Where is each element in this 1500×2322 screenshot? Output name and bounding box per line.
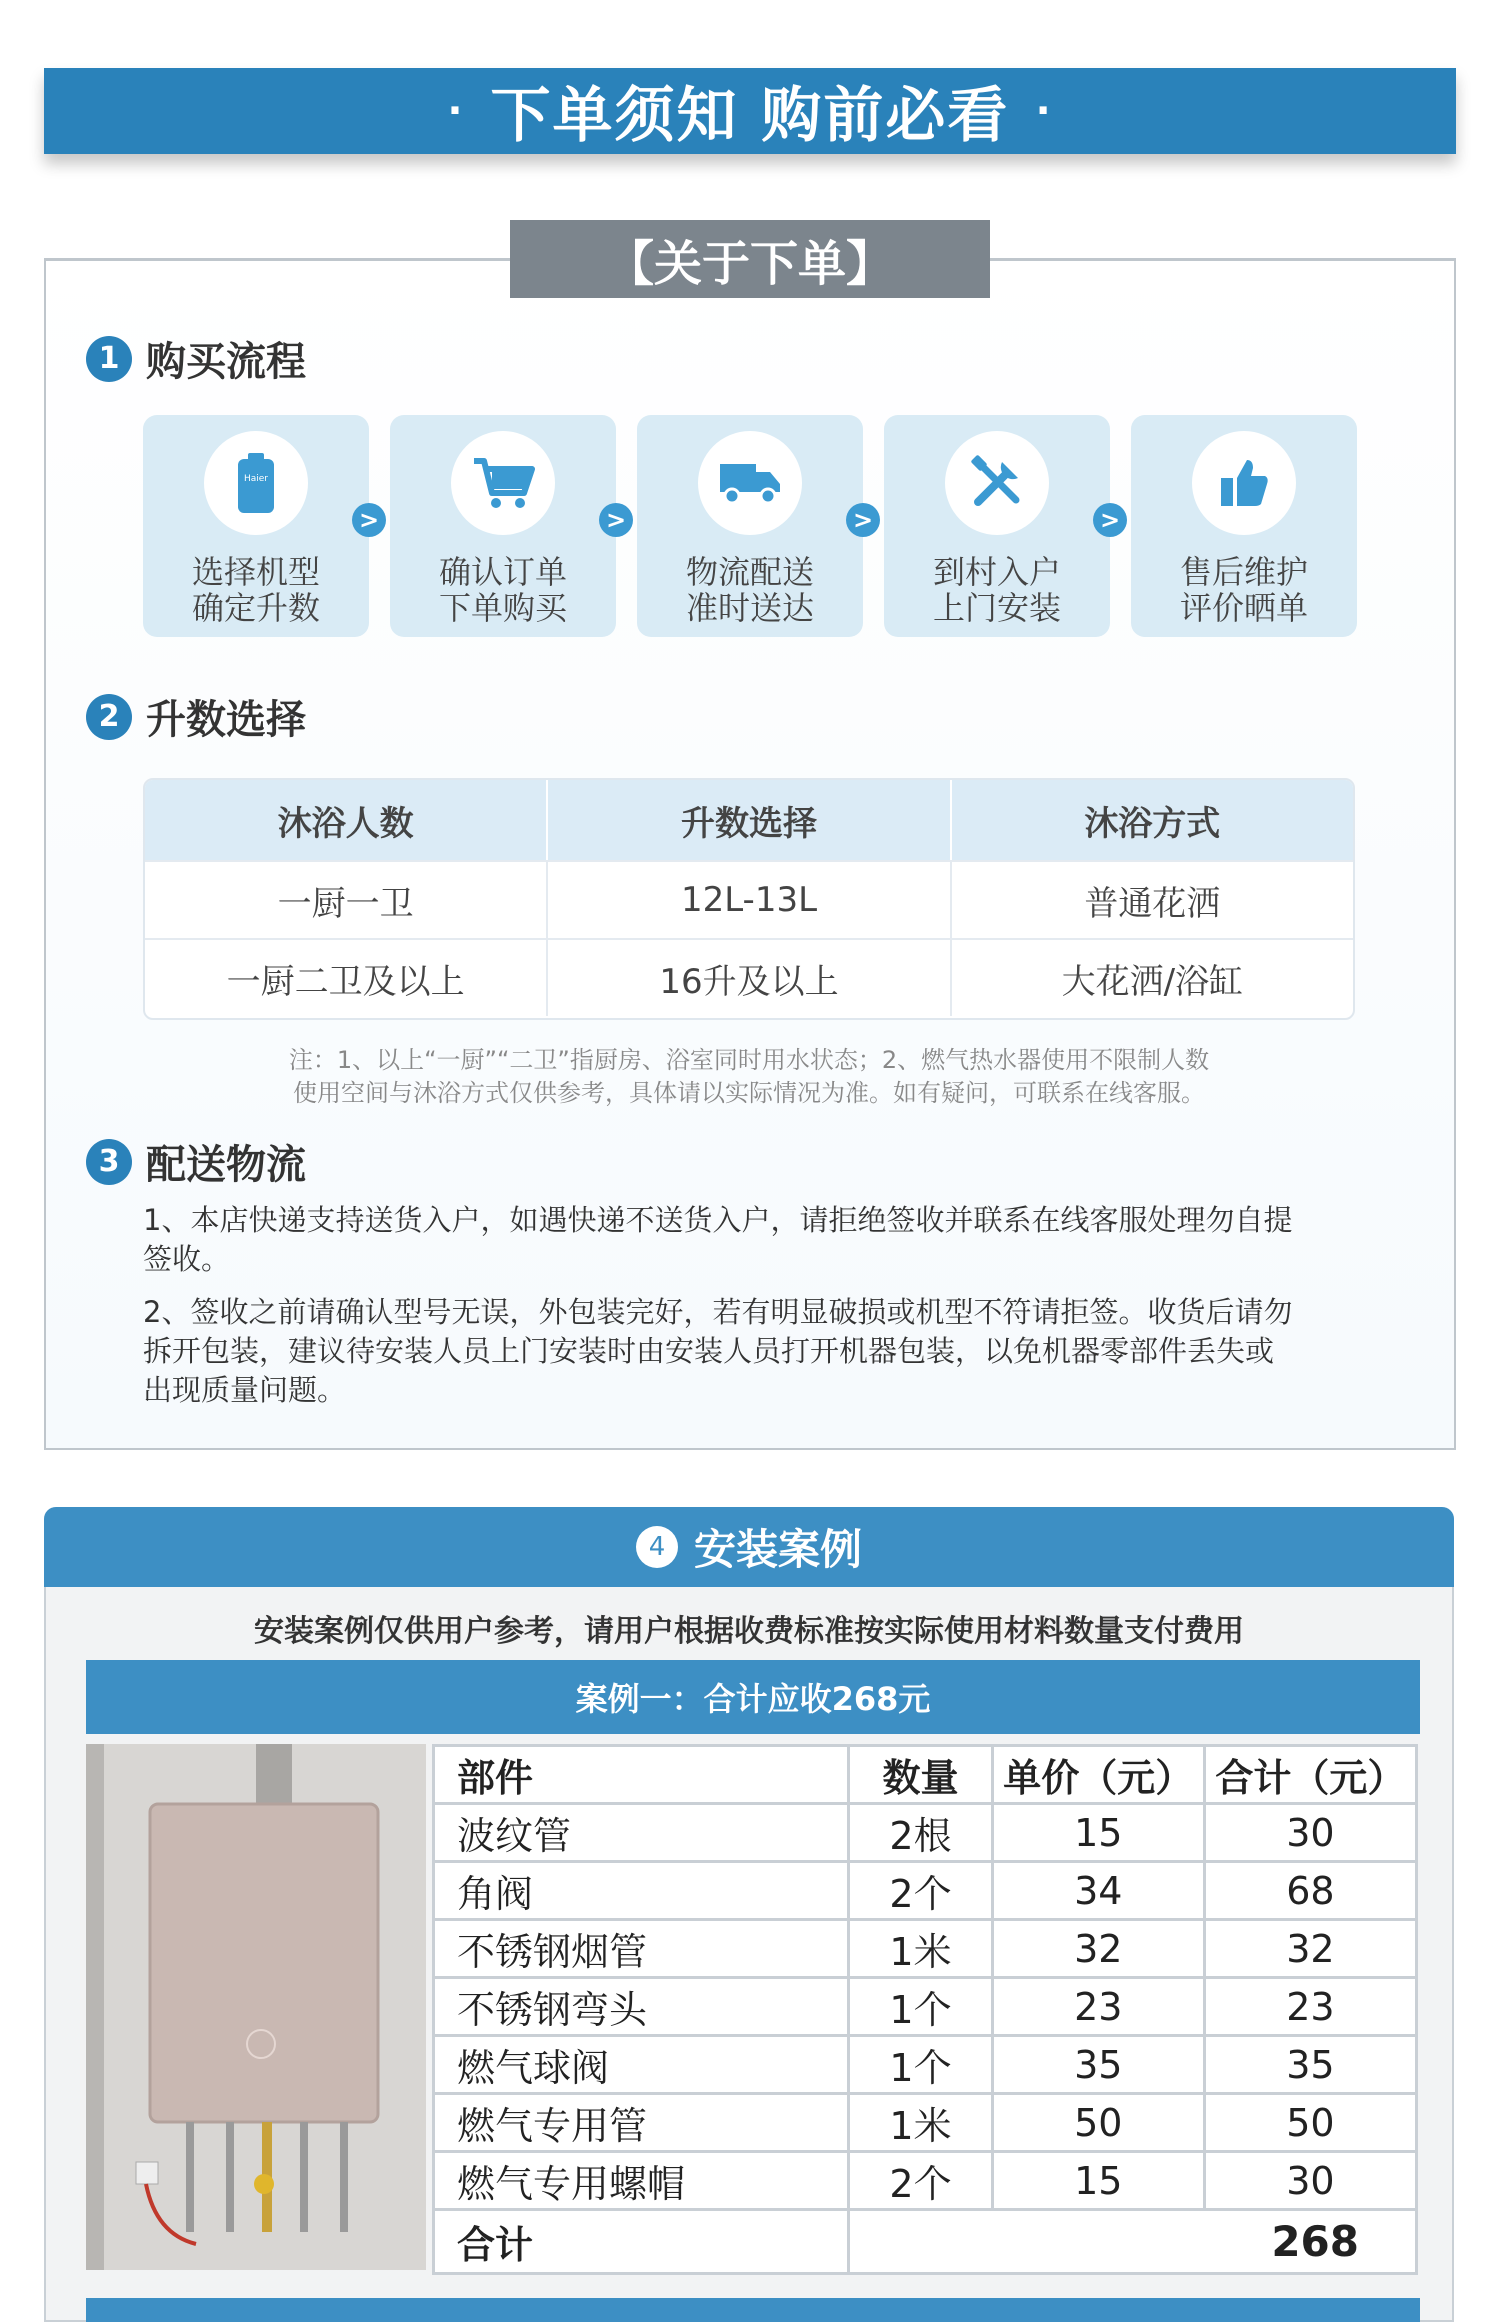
header-banner xyxy=(44,68,1456,154)
step-confirm-order xyxy=(390,415,616,637)
step-label-line1: 选择机型 xyxy=(191,553,320,591)
case-one-title: 案例一：合计应收268元 xyxy=(86,1660,1420,1734)
step-label-line1: 物流配送 xyxy=(685,553,814,591)
part-subtotal: 50 xyxy=(1204,2094,1416,2152)
part-subtotal: 32 xyxy=(1204,1920,1416,1978)
step-installation xyxy=(884,415,1110,637)
part-name: 燃气专用管 xyxy=(434,2094,849,2152)
part-qty: 1个 xyxy=(849,2036,992,2094)
step-after-sales xyxy=(1131,415,1357,637)
delivery-paragraph-1: 1、本店快递支持送货入户，如遇快递不送货入户，请拒绝签收并联系在线客服处理勿自提签收。 xyxy=(143,1203,1293,1276)
table-cell: 12L-13L xyxy=(546,862,949,938)
divider-right xyxy=(988,258,1454,261)
svg-text:Haier: Haier xyxy=(243,474,269,484)
note-line-1: 注：1、以上“一厨”“二卫”指厨房、浴室同时用水状态；2、燃气热水器使用不限制人数 xyxy=(288,1046,1210,1074)
part-qty: 2根 xyxy=(849,1804,992,1862)
note-line-2: 使用空间与沐浴方式仅供参考，具体请以实际情况为准。如有疑问，可联系在线客服。 xyxy=(293,1079,1205,1107)
shopping-cart-icon xyxy=(451,431,555,535)
step-label-line2: 上门安装 xyxy=(932,589,1061,627)
table-row xyxy=(434,2036,1417,2094)
section-purchase-flow-heading xyxy=(86,330,306,387)
install-case-description: 安装案例仅供用户参考，请用户根据收费标准按实际使用材料数量支付费用 xyxy=(254,1614,1244,1649)
delivery-paragraph-2: 2、签收之前请确认型号无误，外包装完好，若有明显破损或机型不符请拒签。收货后请勿拆开包装，建议待安装人员上门安装时由安装人员打开机器包装，以免机器零部件丢失或出现质量问题。 xyxy=(143,1295,1293,1407)
part-subtotal: 30 xyxy=(1204,2152,1416,2210)
step-label-line2: 评价晒单 xyxy=(1179,589,1308,627)
total-row xyxy=(434,2210,1417,2274)
table-row xyxy=(434,1862,1417,1920)
table-header-cell: 单价（元） xyxy=(992,1746,1204,1804)
total-label: 合计 xyxy=(434,2210,849,2274)
section-number-badge: 4 xyxy=(636,1526,678,1568)
banner-title: 下单须知 购前必看 xyxy=(490,81,1010,151)
banner-dot-right: · xyxy=(1035,88,1053,134)
part-unit-price: 15 xyxy=(992,1804,1204,1862)
section-title: 安装案例 xyxy=(693,1525,862,1574)
part-qty: 2个 xyxy=(849,1862,992,1920)
total-value: 268 xyxy=(849,2210,1417,2274)
table-row xyxy=(434,1804,1417,1862)
part-subtotal: 68 xyxy=(1204,1862,1416,1920)
section-number-badge: 2 xyxy=(86,694,132,740)
tools-icon xyxy=(945,431,1049,535)
part-unit-price: 35 xyxy=(992,2036,1204,2094)
step-label-line2: 确定升数 xyxy=(191,589,320,627)
table-header-cell: 沐浴人数 xyxy=(277,803,414,844)
step-label-line2: 准时送达 xyxy=(685,589,814,627)
section-number-badge: 1 xyxy=(86,336,132,382)
part-name: 燃气专用螺帽 xyxy=(434,2152,849,2210)
divider-left xyxy=(46,258,512,261)
part-subtotal: 35 xyxy=(1204,2036,1416,2094)
section-delivery-heading xyxy=(86,1133,306,1190)
install-case-heading xyxy=(44,1507,1454,1587)
table-header-row xyxy=(434,1746,1417,1804)
chevron-right-icon: > xyxy=(1093,503,1127,537)
about-order-tab: 【关于下单】 xyxy=(510,220,990,298)
section-title: 购买流程 xyxy=(146,339,306,385)
purchase-steps xyxy=(143,415,1355,637)
install-cost-table xyxy=(432,1744,1418,2275)
part-name: 不锈钢烟管 xyxy=(434,1920,849,1978)
table-cell: 16升及以上 xyxy=(546,940,949,1016)
table-cell: 普通花洒 xyxy=(950,862,1353,938)
part-name: 角阀 xyxy=(434,1862,849,1920)
table-cell: 一厨一卫 xyxy=(277,883,414,924)
table-row xyxy=(434,2152,1417,2210)
part-qty: 1个 xyxy=(849,1978,992,2036)
table-row xyxy=(145,860,1353,938)
delivery-truck-icon xyxy=(698,431,802,535)
section-liter-selection-heading xyxy=(86,688,306,745)
step-label-line2: 下单购买 xyxy=(438,589,567,627)
table-cell: 大花洒/浴缸 xyxy=(950,940,1353,1016)
chevron-right-icon: > xyxy=(352,503,386,537)
haier-water-heater-icon xyxy=(204,431,308,535)
table-cell: 一厨二卫及以上 xyxy=(226,961,465,1002)
part-unit-price: 32 xyxy=(992,1920,1204,1978)
next-case-bar xyxy=(86,2298,1420,2322)
part-subtotal: 30 xyxy=(1204,1804,1416,1862)
step-label-line1: 售后维护 xyxy=(1179,553,1308,591)
table-header-row xyxy=(145,780,1353,860)
table-header-cell: 升数选择 xyxy=(546,780,949,860)
table-header-cell: 沐浴方式 xyxy=(950,780,1353,860)
part-subtotal: 23 xyxy=(1204,1978,1416,2036)
water-heater-install-photo xyxy=(86,1744,426,2270)
table-header-cell: 数量 xyxy=(849,1746,992,1804)
table-row xyxy=(145,938,1353,1016)
step-label-line1: 确认订单 xyxy=(438,553,567,591)
chevron-right-icon: > xyxy=(599,503,633,537)
banner-dot-left: · xyxy=(447,88,465,134)
part-qty: 1米 xyxy=(849,2094,992,2152)
part-name: 波纹管 xyxy=(434,1804,849,1862)
part-unit-price: 34 xyxy=(992,1862,1204,1920)
thumbs-up-icon xyxy=(1192,431,1296,535)
step-label-line1: 到村入户 xyxy=(932,553,1061,591)
section-title: 配送物流 xyxy=(146,1142,306,1188)
section-number-badge: 3 xyxy=(86,1139,132,1185)
table-header-cell: 合计（元） xyxy=(1204,1746,1416,1804)
table-row xyxy=(434,1920,1417,1978)
table-row xyxy=(434,2094,1417,2152)
part-unit-price: 15 xyxy=(992,2152,1204,2210)
liter-selection-table xyxy=(143,778,1355,1020)
table-header-cell: 部件 xyxy=(434,1746,849,1804)
step-logistics xyxy=(637,415,863,637)
part-name: 不锈钢弯头 xyxy=(434,1978,849,2036)
step-choose-model xyxy=(143,415,369,637)
chevron-right-icon: > xyxy=(846,503,880,537)
part-name: 燃气球阀 xyxy=(434,2036,849,2094)
part-qty: 1米 xyxy=(849,1920,992,1978)
section-title: 升数选择 xyxy=(146,697,306,743)
table-row xyxy=(434,1978,1417,2036)
part-unit-price: 23 xyxy=(992,1978,1204,2036)
part-qty: 2个 xyxy=(849,2152,992,2210)
part-unit-price: 50 xyxy=(992,2094,1204,2152)
